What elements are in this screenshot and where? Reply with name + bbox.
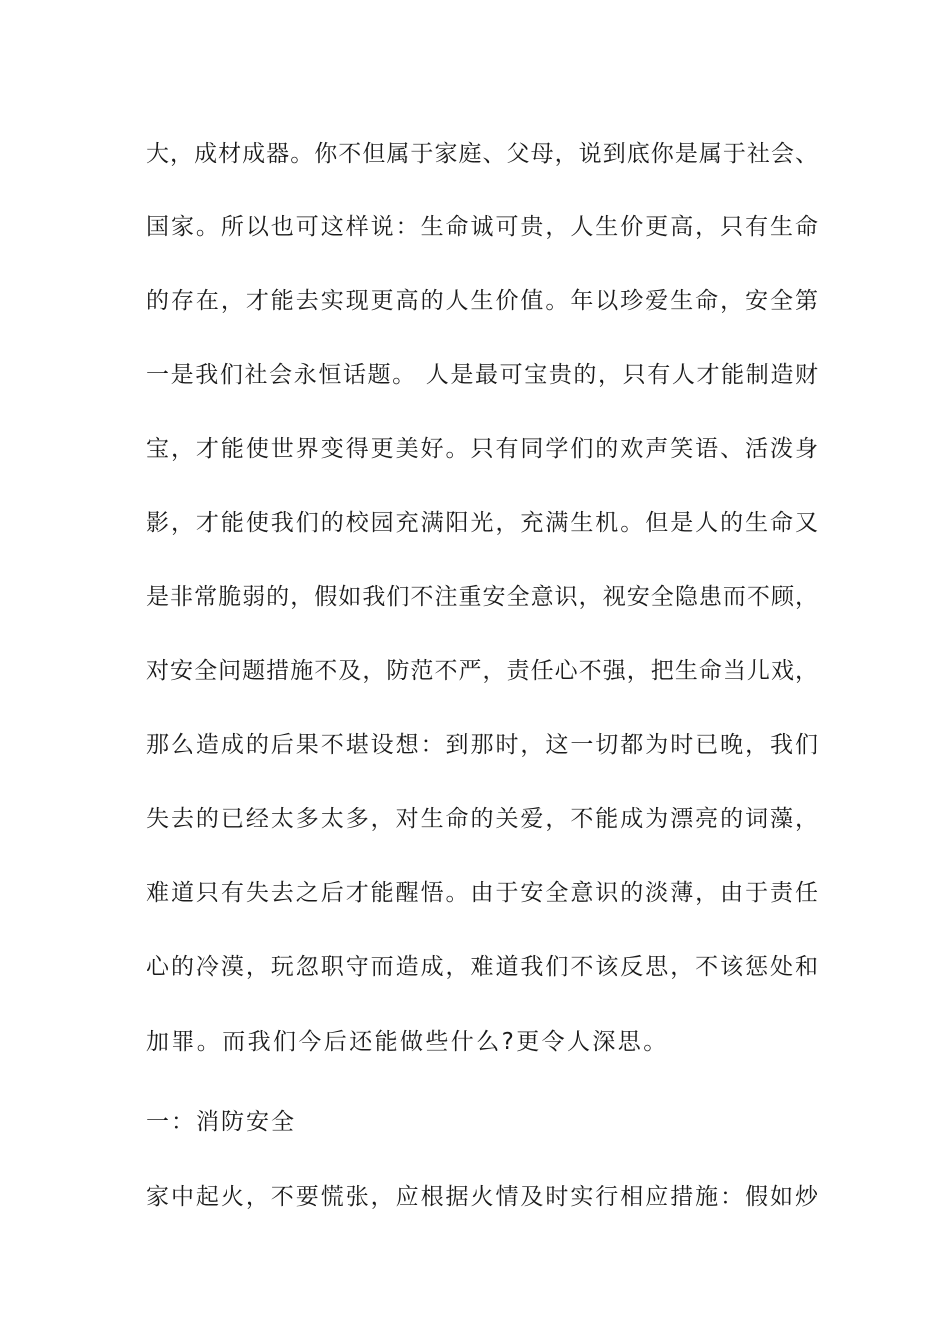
paragraph-line-10: 失去的已经太多太多，对生命的关爱，不能成为漂亮的词藻， <box>146 806 818 832</box>
paragraph-line-11: 难道只有失去之后才能醒悟。由于安全意识的淡薄，由于责任 <box>146 880 818 906</box>
paragraph-line-4: 一是我们社会永恒话题。 人是最可宝贵的，只有人才能制造财 <box>146 362 818 388</box>
paragraph-line-9: 那么造成的后果不堪设想：到那时，这一切都为时已晚，我们 <box>146 732 818 758</box>
paragraph-line-2: 国家。所以也可这样说：生命诚可贵，人生价更高，只有生命 <box>146 214 818 240</box>
paragraph-line-1: 大，成材成器。你不但属于家庭、父母，说到底你是属于社会、 <box>146 141 818 167</box>
paragraph-line-3: 的存在，才能去实现更高的人生价值。年以珍爱生命，安全第 <box>146 288 818 314</box>
paragraph-line-8: 对安全问题措施不及，防范不严，责任心不强，把生命当儿戏， <box>146 658 818 684</box>
section-heading: 一：消防安全 <box>146 1109 296 1135</box>
next-paragraph-line: 家中起火，不要慌张，应根据火情及时实行相应措施：假如炒 <box>146 1184 818 1210</box>
paragraph-line-12: 心的冷漠，玩忽职守而造成，难道我们不该反思，不该惩处和 <box>146 954 818 980</box>
paragraph-line-6: 影，才能使我们的校园充满阳光，充满生机。但是人的生命又 <box>146 510 818 536</box>
paragraph-line-7: 是非常脆弱的，假如我们不注重安全意识，视安全隐患而不顾， <box>146 584 818 610</box>
paragraph-line-5: 宝，才能使世界变得更美好。只有同学们的欢声笑语、活泼身 <box>146 436 818 462</box>
paragraph-line-13: 加罪。而我们今后还能做些什么?更令人深思。 <box>146 1029 669 1055</box>
